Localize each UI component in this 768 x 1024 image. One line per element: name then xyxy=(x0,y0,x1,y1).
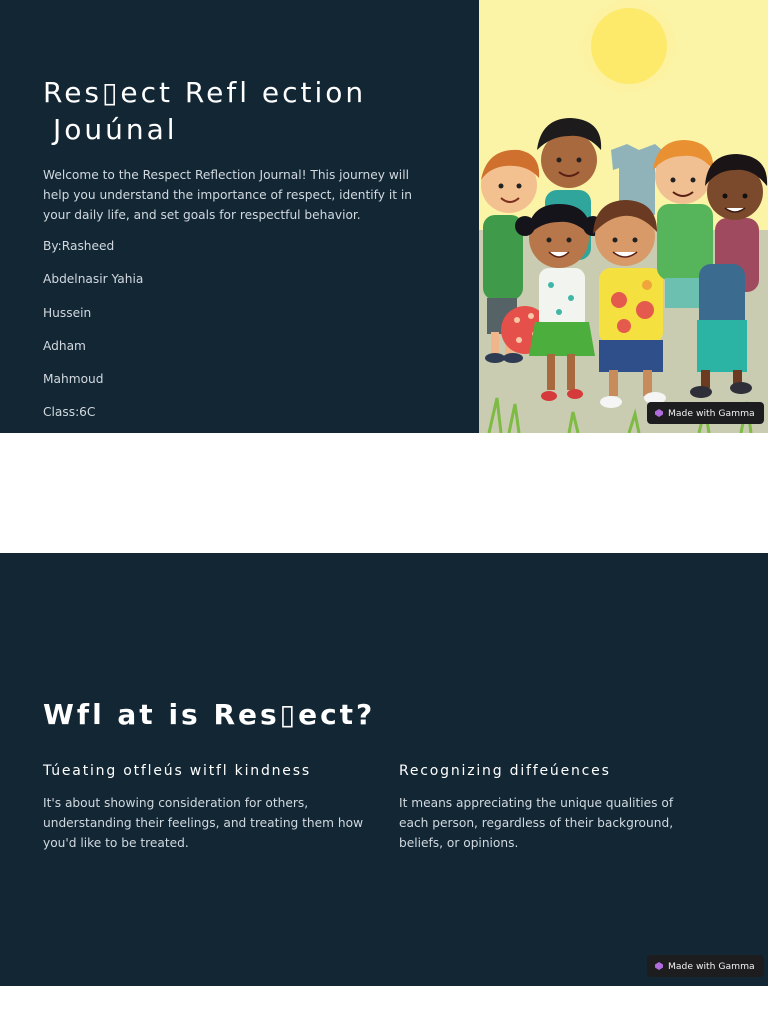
info-column xyxy=(43,761,373,853)
slide-title xyxy=(0,0,768,433)
class-line: Class:6C xyxy=(43,405,96,420)
gamma-logo-icon xyxy=(655,962,663,970)
made-with-gamma-badge[interactable] xyxy=(647,955,764,977)
author-line: Mahmoud xyxy=(43,372,104,387)
badge-label: Made with Gamma xyxy=(668,407,755,419)
author-list xyxy=(43,238,143,433)
gamma-logo-icon xyxy=(655,409,663,417)
column-heading: Recognizing diffeúences xyxy=(399,763,611,779)
author-line: Adham xyxy=(43,338,86,353)
badge-label: Made with Gamma xyxy=(668,960,755,972)
slide-what-is-respect xyxy=(0,553,768,986)
title-line-2: Jouúnal xyxy=(53,113,178,146)
column-body: It means appreciating the unique qualities of each person, regardless of their background, beliefs, or opinions. xyxy=(399,796,674,850)
column-body: It's about showing consideration for others, understanding their feelings, and treating them how you'd like to be treated. xyxy=(43,796,364,850)
made-with-gamma-badge[interactable] xyxy=(647,402,764,424)
author-line: Abdelnasir Yahia xyxy=(43,272,144,287)
children-illustration xyxy=(479,0,768,433)
info-column xyxy=(399,761,699,853)
page-title xyxy=(43,74,463,148)
title-line-1: Res▯ect Refl ection xyxy=(43,76,367,109)
sun-icon xyxy=(583,0,675,92)
column-heading: Túeating otfleús witfl kindness xyxy=(43,763,311,779)
author-line: Hussein xyxy=(43,305,92,320)
author-line: By:Rasheed xyxy=(43,239,115,253)
intro-paragraph: Welcome to the Respect Reflection Journal! This journey will help you understand the importance of respect, identify it in your daily life, and set goals for respectful behavior. xyxy=(43,168,412,222)
section-title: Wfl at is Res▯ect? xyxy=(43,698,376,731)
